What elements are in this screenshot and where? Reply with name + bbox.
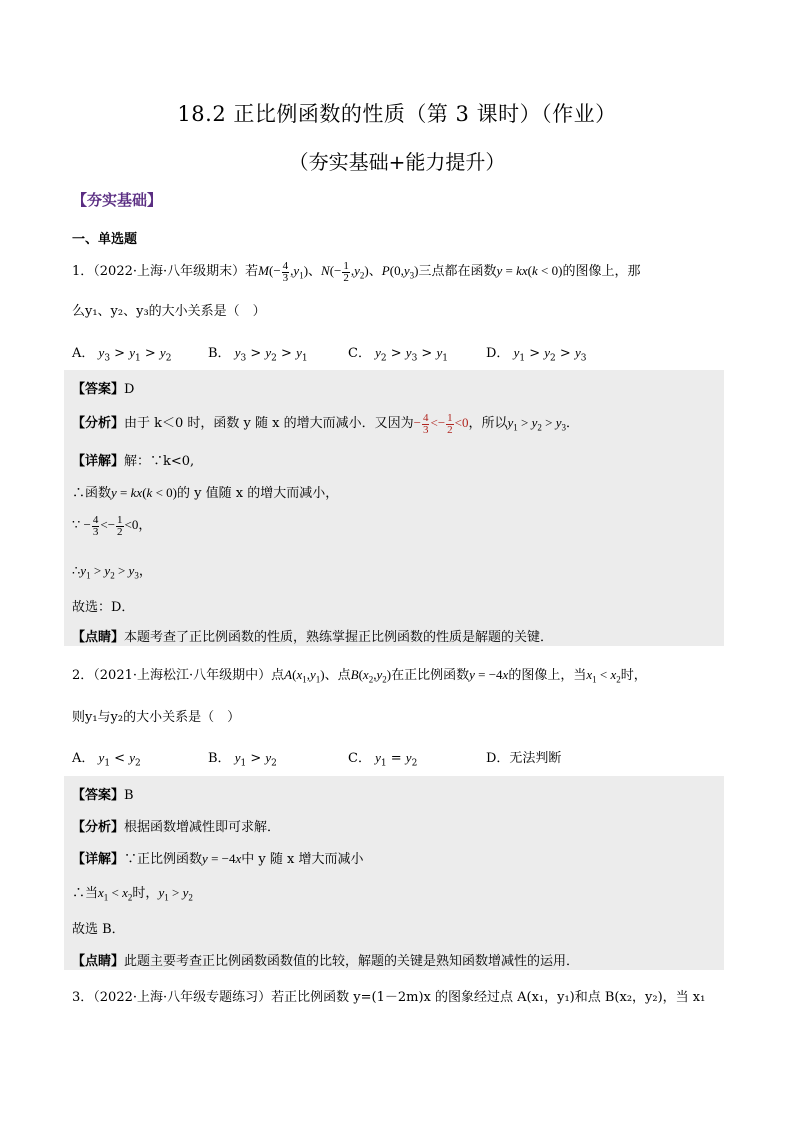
q2-stem: 2．（2021·上海松江·八年级期中）点$A(x_1,y_1)$、点$B(x_2,y_2)$在正比例函数y = −4x的图像上，当$x_1 < x_2$时，	[72, 667, 647, 685]
q2-detail-3: 故选 B．	[72, 922, 125, 937]
q1-analysis: 【分析】由于 k＜0 时，函数 y 随 x 的增大而减小．又因为− $\frac{4}{3}$ <− $\frac{1}{2}$ <0，所以$y_1 > y_2 > y_3$．	[72, 411, 580, 436]
q1-detail-5: 故选：D．	[72, 600, 135, 615]
section-heading: 一、单选题	[72, 232, 138, 247]
q2-analysis: 【分析】根据函数增减性即可求解．	[72, 820, 281, 835]
q3-stem: 3．（2022·上海·八年级专题练习）若正比例函数 y=(1－2m)x 的图象经过点 A(x₁，y₁)和点 B(x₂，y₂)，当 x₁	[72, 990, 706, 1005]
q1-option-a: A． $y_3 > y_1 > y_2$	[72, 345, 172, 364]
q1-number: 1．	[72, 264, 94, 279]
q1-point-m: M	[258, 263, 269, 278]
q1-detail-3: ∵ − $\frac{4}{3}$ <− $\frac{1}{2}$ <0，	[72, 513, 152, 538]
q1-option-c: C． $y_2 > y_3 > y_1$	[348, 345, 448, 364]
q1-detail-2: ∴函数y = kx(k < 0)的 y 值随 x 的增大而减小，	[72, 485, 339, 501]
q2-solution-box	[64, 776, 724, 970]
q2-option-d: D．无法判断	[486, 751, 562, 766]
q2-detail-1: 【详解】∵正比例函数y = −4x中 y 随 x 增大而减小	[72, 851, 364, 867]
q1-comment: 【点睛】本题考查了正比例函数的性质，熟练掌握正比例函数的性质是解题的关键．	[72, 630, 554, 645]
q2-stem-line2: 则y₁与y₂的大小关系是（ ）	[72, 710, 241, 725]
q2-option-a: A． $y_1 < y_2$	[72, 750, 141, 769]
section-tag: 【夯实基础】	[72, 191, 163, 209]
q1-stem: 1．（2022·上海·八年级期末）若M(− $\frac{4}{3}$ $,y_1$)、N(− $\frac{1}{2}$ $,y_2$)、$P(0,y_3)$三点都在函数y = kx(k < 0)的图像上，那	[72, 259, 641, 284]
q1-point-n: N	[321, 263, 330, 278]
page-title: 18.2 正比例函数的性质（第 3 课时）（作业）	[177, 102, 617, 126]
q1-detail-1: 【详解】解：∵k<0,	[72, 454, 195, 469]
q2-number: 2．	[72, 668, 94, 683]
q2-option-c: C． $y_1 = y_2$	[348, 750, 418, 769]
q1-option-d: D． $y_1 > y_2 > y_3$	[486, 345, 587, 364]
q2-detail-2: ∴当$x_1 < x_2$时，$y_1 > y_2$	[72, 885, 193, 903]
q1-function: y	[496, 263, 503, 278]
q2-option-b: B． $y_1 > y_2$	[208, 750, 277, 769]
q1-option-b: B． $y_3 > y_2 > y_1$	[208, 345, 308, 364]
q1-source: （2022·上海·八年级期末）若	[93, 264, 259, 279]
q1-stem-line2: 么y₁、y₂、y₃的大小关系是（ ）	[72, 304, 266, 319]
q1-answer: 【答案】D	[72, 382, 135, 397]
q2-source: （2021·上海松江·八年级期中）点	[93, 668, 285, 683]
q2-answer: 【答案】B	[72, 788, 134, 803]
q2-comment: 【点睛】此题主要考查正比例函数函数值的比较，解题的关键是熟知函数增减性的运用．	[72, 954, 580, 969]
q1-detail-4: $\therefore y_1 > y_2 > y_3$，	[72, 563, 152, 581]
q1-point-p: P	[381, 263, 390, 278]
page-subtitle: （夯实基础+能力提升）	[288, 150, 506, 174]
